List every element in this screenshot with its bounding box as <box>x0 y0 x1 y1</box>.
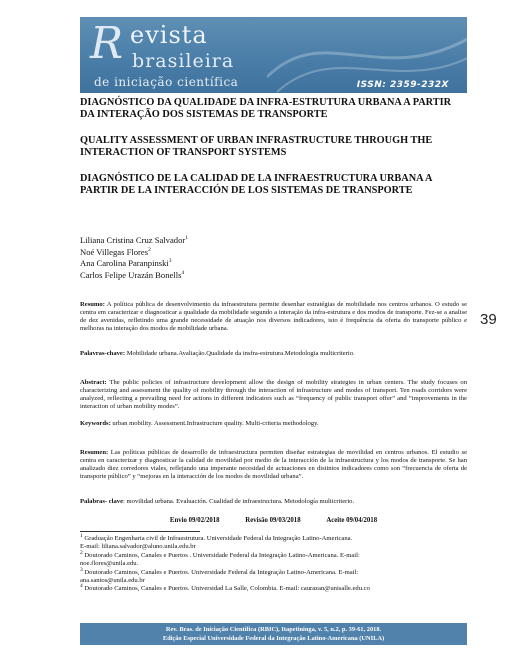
keywords-spanish: Palabras- clave: movilidad urbana. Evaluación. Cualidad de infraestructura. Metodología multicriterio. <box>80 498 355 505</box>
keywords-portuguese: Palavras-chave: Mobilidade urbana.Avaliação.Qualidade da insfra-estrutura.Metodologia multicriterio. <box>80 350 355 357</box>
author-item: Ana Carolina Paranpinski$^3$ <box>80 258 172 268</box>
footer-citation: Rev. Bras. de Iniciação Científica (RBIC), Itapetininga, v. 5, n.2, p. 39-61, 2018. <box>165 626 382 633</box>
footnote-line: $^3$ Doutorado Caminos, Canales e Puertos. Universidade Federal da Integração Latino-Americana. E-mail: <box>80 566 359 576</box>
banner-word-revista: evista <box>130 21 208 49</box>
abstract-portuguese: Resumo: A política pública de desenvolvimento da infraestrutura permite desenhar estratégias de mobilidade nos centros urbanos. O estudo se centra em caracterizar e diagnosticar a qualidade da mobilidade segundo a interação da infra-estrutura e dos modos de transporte. Fez-se a analise de dez avenidas, refletindo uma grande necessidade de atuação nos diversos indicadores, isto é frequência da oferta do transporte público e melhoras na interação dos modos de mobilidade urbana. <box>80 301 467 333</box>
author-list <box>80 235 188 281</box>
title-spanish: DIAGNÓSTICO DE LA CALIDAD DE LA INFRAESTRUCTURA URBANA A PARTIR DE LA INTERACCIÓN DE LOS SISTEMAS DE TRANSPORTE <box>80 173 432 196</box>
page-number: 39 <box>480 311 497 328</box>
banner-subtitle: de iniciação científica <box>94 75 239 89</box>
author-item: Liliana Cristina Cruz Salvador$^1$ <box>80 235 188 245</box>
footnotes <box>80 532 470 594</box>
footnote-line: $^4$ Doutorado Caminos, Canales e Puertos. Universidad La Salle, Colombia. E-mail: caurazan@unisalle.edu.co <box>80 583 370 593</box>
date-sent: Envio 09/02/2018 <box>169 517 220 524</box>
issn-label: ISSN: 2359-232X <box>356 80 449 90</box>
date-revised: Revisão 09/03/2018 <box>245 517 301 524</box>
footnote-divider <box>80 531 200 532</box>
banner-word-brasileira: brasileira <box>132 50 235 72</box>
abstract-english: Abstract: The public policies of infrastructure development allow the design of mobility strategies in urban centers. The study focuses on characterizing and assessment the quality of mobility through the interaction of infrastructure and modes of transport. Ten roads corridors were analyzed, reflecting a prevailing need for actions in different indicators such as “frequency of public transport offer” and “improvements in the interaction of urban mobility modes”. <box>80 379 467 411</box>
journal-banner <box>80 17 467 93</box>
keywords-english: Keywords: urban mobility. Assessment.Infrastructure quality. Multi-criteria methodology. <box>80 420 319 427</box>
footnote-line: E-mail: liliana.salvador@aluno.unila.edu.br <box>80 543 196 551</box>
footnote-line: $^1$ Graduação Engenharia civil de Infraestrutura. Universidade Federal da Integração Latino-Americana. <box>80 532 353 542</box>
footer-edition: Edição Especial Universidade Federal da Integração Latino-Americana (UNILA) <box>162 635 385 642</box>
abstract-spanish: Resumen: Las políticas públicas de desarrollo de infraestructura permiten diseñar estrategias de movilidad en centros urbanos. El estudio se centra en caracterizar y diagnosticar la calidad de movilidad por medio de la interacción de la infraestructura y los modos de transporte. Se han analizado diez corredores viales, reflejando una imperante necesidad de actuaciones en distintos indicadores como son “frecuencia de oferta de transporte público” y “mejoras en la interacción de los modos de movilidad urbana”. <box>80 449 467 481</box>
footnote-line: ana.santos@unila.edu.br <box>80 577 145 585</box>
title-portuguese: DIAGNÓSTICO DA QUALIDADE DA INFRA-ESTRUTURA URBANA A PARTIR DA INTERAÇÃO DOS SISTEMAS DE TRANSPORTE <box>80 97 452 120</box>
author-item: Noé Villegas Flores$^2$ <box>80 246 151 257</box>
date-accepted: Aceite 09/04/2018 <box>326 517 378 524</box>
footnote-line: noe.flores@unila.edu. <box>80 560 139 568</box>
submission-dates <box>80 517 467 524</box>
page-footer <box>80 623 467 645</box>
title-english: QUALITY ASSESSMENT OF URBAN INFRASTRUCTURE THROUGH THE INTERACTION OF TRANSPORT SYSTEMS <box>80 135 433 158</box>
banner-initial: R <box>90 18 124 69</box>
author-item: Carlos Felipe Urazán Bonells$^4$ <box>80 269 185 280</box>
footnote-line: $^2$ Doutorado Caminos, Canales e Puertos . Universidade Federal da Integração Latino-Americana. E-mail: <box>80 549 360 559</box>
